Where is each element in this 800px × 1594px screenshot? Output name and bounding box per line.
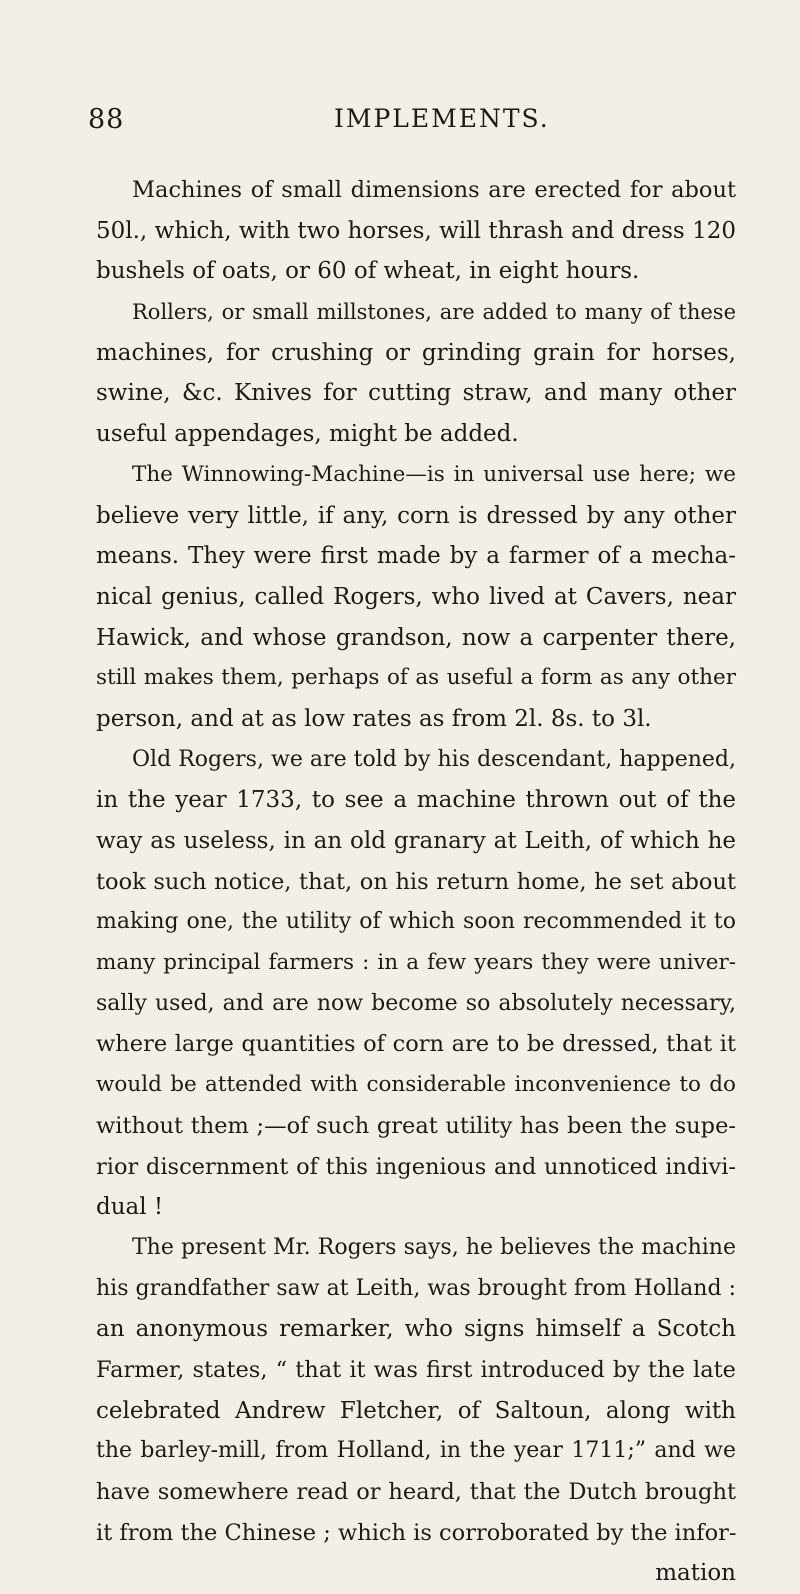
text-line: many principal farmers : in a few years they were univer- — [96, 950, 736, 976]
running-head — [88, 104, 728, 144]
text-line: an anonymous remarker, who signs himself a Scotch — [96, 1316, 736, 1343]
text-line: dual ! — [96, 1194, 164, 1221]
running-title: IMPLEMENTS. — [334, 104, 550, 133]
text-line: machines, for crushing or grinding grain for horses, — [96, 339, 736, 366]
text-line: 50l., which, with two horses, will thrash and dress 120 — [96, 217, 736, 244]
text-line: means. They were first made by a farmer of a mecha- — [96, 543, 736, 570]
text-line: The Winnowing-Machine—is in universal use here; we — [132, 461, 736, 487]
text-line: bushels of oats, or 60 of wheat, in eight hours. — [96, 258, 640, 285]
text-line: in the year 1733, to see a machine thrown out of the — [96, 787, 736, 814]
text-line: sally used, and are now become so absolutely necessary, — [96, 990, 736, 1016]
text-line: Machines of small dimensions are erected for about — [132, 177, 736, 203]
text-line: Hawick, and whose grandson, now a carpenter there, — [96, 624, 736, 651]
text-line: Rollers, or small millstones, are added to many of these — [132, 300, 736, 325]
page-number: 88 — [88, 104, 125, 135]
text-line: took such notice, that, on his return home, he set about — [96, 868, 736, 895]
text-line: The present Mr. Rogers says, he believes the machine — [132, 1234, 736, 1260]
text-line: making one, the utility of which soon recommended it to — [96, 909, 736, 935]
text-line: still makes them, perhaps of as useful a form as any other — [96, 665, 736, 691]
body-text — [96, 170, 736, 1594]
text-line: without them ;—of such great utility has been the supe- — [96, 1112, 736, 1139]
text-line: Farmer, states, “ that it was first introduced by the late — [96, 1356, 736, 1383]
text-line: swine, &c. Knives for cutting straw, and many other — [96, 380, 736, 407]
text-line: it from the Chinese ; which is corroborated by the infor- — [96, 1519, 737, 1546]
catchword: mation — [655, 1560, 736, 1587]
text-line: celebrated Andrew Fletcher, of Saltoun, along with — [96, 1397, 736, 1424]
text-line: believe very little, if any, corn is dressed by any other — [96, 502, 736, 529]
text-line: the barley-mill, from Holland, in the year 1711;” and we — [96, 1438, 736, 1464]
text-line: rior discernment of this ingenious and unnoticed indivi- — [96, 1153, 736, 1180]
text-line: way as useless, in an old granary at Leith, of which he — [96, 828, 736, 854]
text-line: Old Rogers, we are told by his descendant, happened, — [132, 746, 736, 772]
text-line: person, and at as low rates as from 2l. 8s. to 3l. — [96, 705, 652, 732]
text-line: his grandfather saw at Leith, was brought from Holland : — [96, 1275, 736, 1301]
text-line: have somewhere read or heard, that the Dutch brought — [96, 1479, 736, 1505]
text-line: where large quantities of corn are to be dressed, that it — [96, 1031, 736, 1058]
text-line: useful appendages, might be added. — [96, 421, 519, 448]
text-line: would be attended with considerable inconvenience to do — [96, 1072, 736, 1098]
text-line: nical genius, called Rogers, who lived at Cavers, near — [96, 583, 736, 610]
